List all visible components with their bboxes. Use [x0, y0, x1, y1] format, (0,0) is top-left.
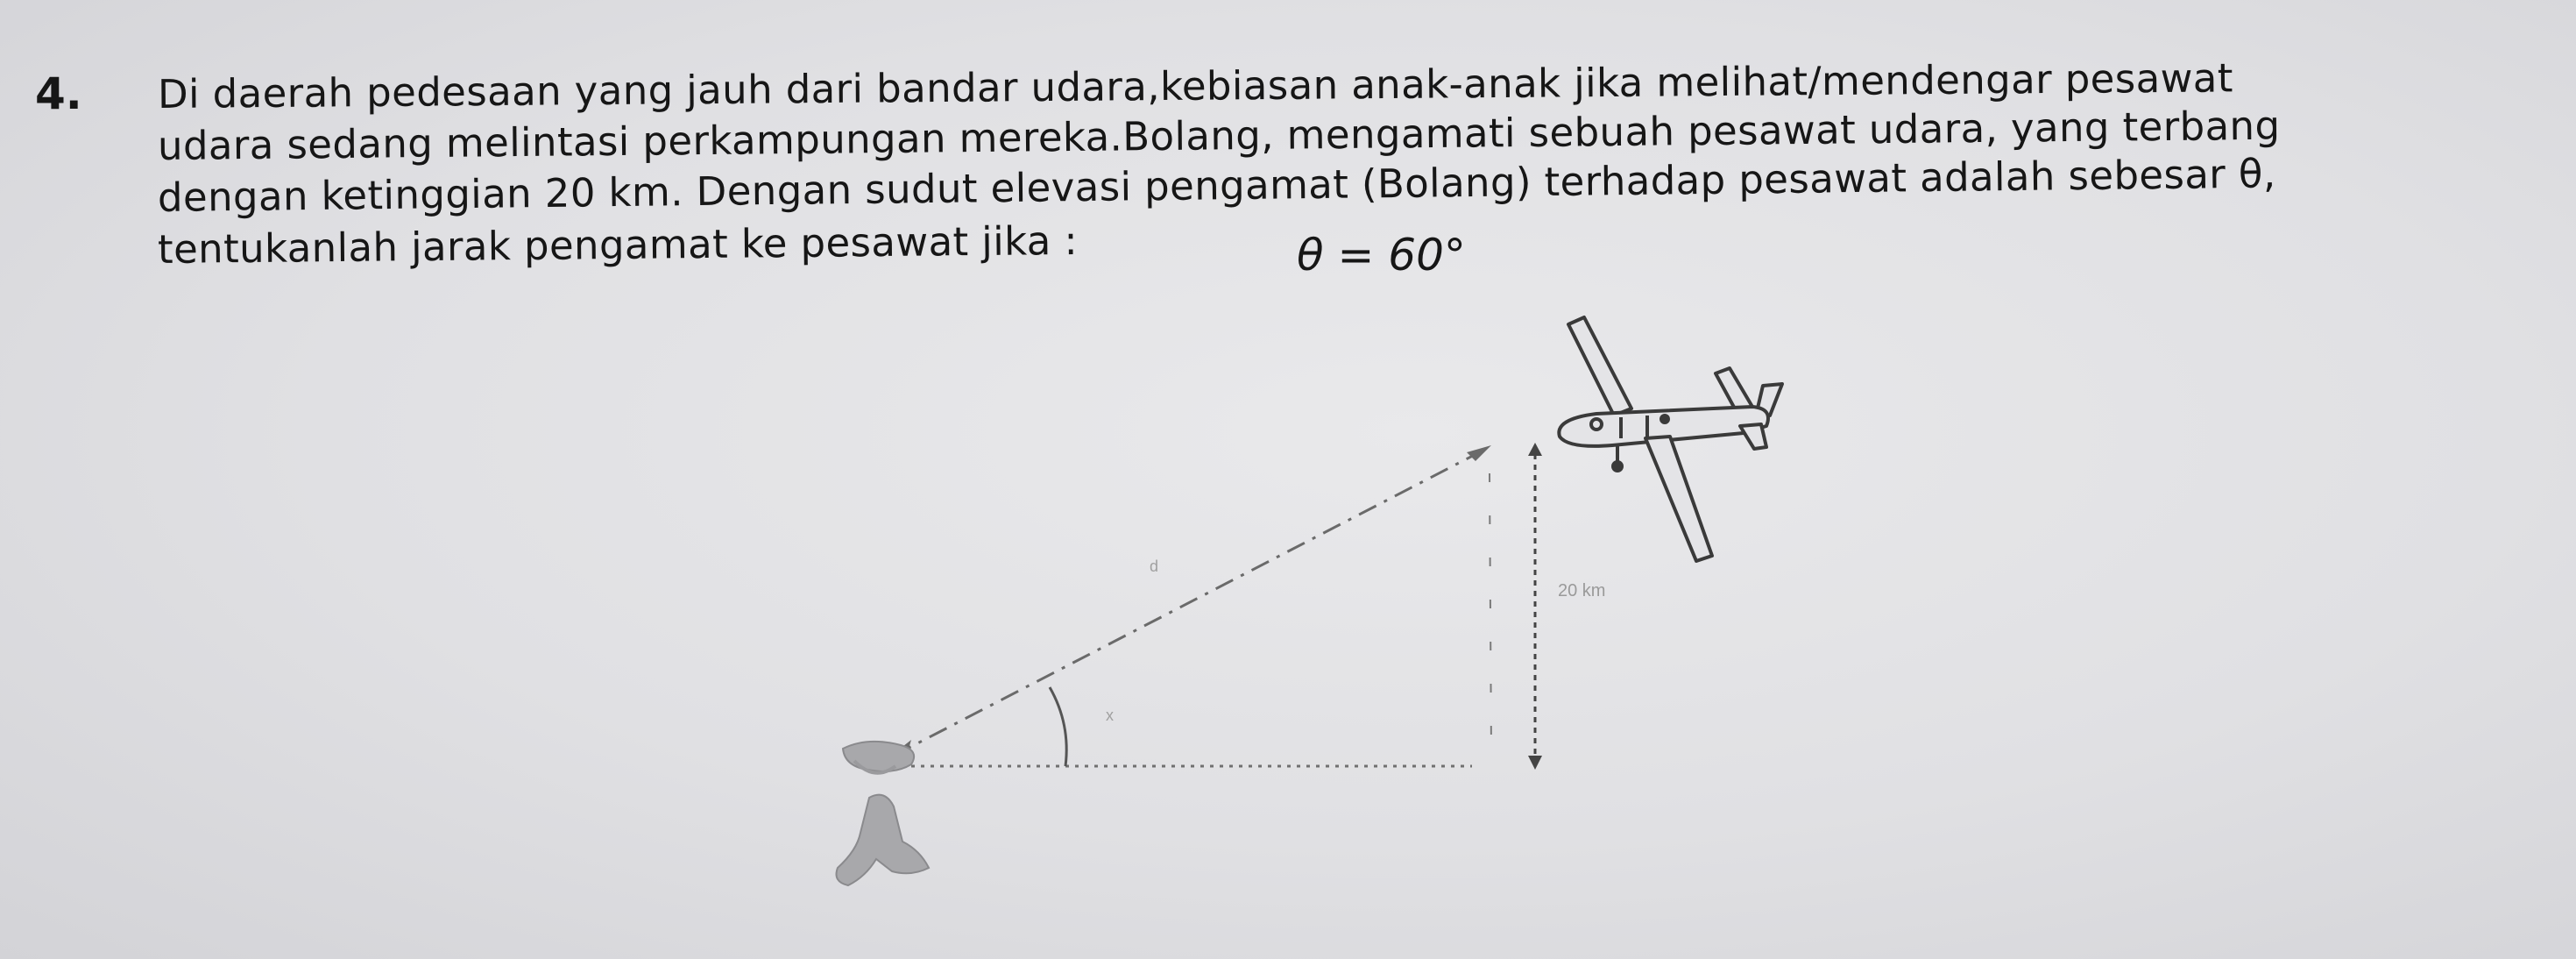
line-of-sight: [894, 447, 1490, 756]
observer-icon: [837, 742, 930, 885]
height-arrow-bottom: [1528, 756, 1542, 770]
theta-condition: θ = 60°: [1297, 230, 1466, 281]
height-arrow-top: [1528, 443, 1542, 456]
problem-number: 4.: [35, 68, 82, 119]
problem-line-4: tentukanlah jarak pengamat ke pesawat jika :: [157, 217, 1079, 273]
problem-line-3: dengan ketinggian 20 km. Dengan sudut elevasi pengamat (Bolang) terhadap pesawat adalah sebesar θ,: [157, 150, 2276, 221]
projection-marker: [1490, 473, 1491, 754]
elevation-angle-arc: [1050, 687, 1066, 766]
airplane-icon: [1559, 317, 1782, 561]
hypotenuse-label: d: [1150, 558, 1159, 575]
sight-arrow-right: [1467, 445, 1491, 461]
problem-line-2: udara sedang melintasi perkampungan mereka.Bolang, mengamati sebuah pesawat udara, yang terbang: [157, 102, 2281, 169]
problem-line-1: Di daerah pedesaan yang jauh dari bandar udara,kebiasan anak-anak jika melihat/mendengar pesawat: [157, 54, 2234, 117]
height-label: 20 km: [1558, 581, 1606, 600]
angle-label: x: [1106, 707, 1114, 724]
